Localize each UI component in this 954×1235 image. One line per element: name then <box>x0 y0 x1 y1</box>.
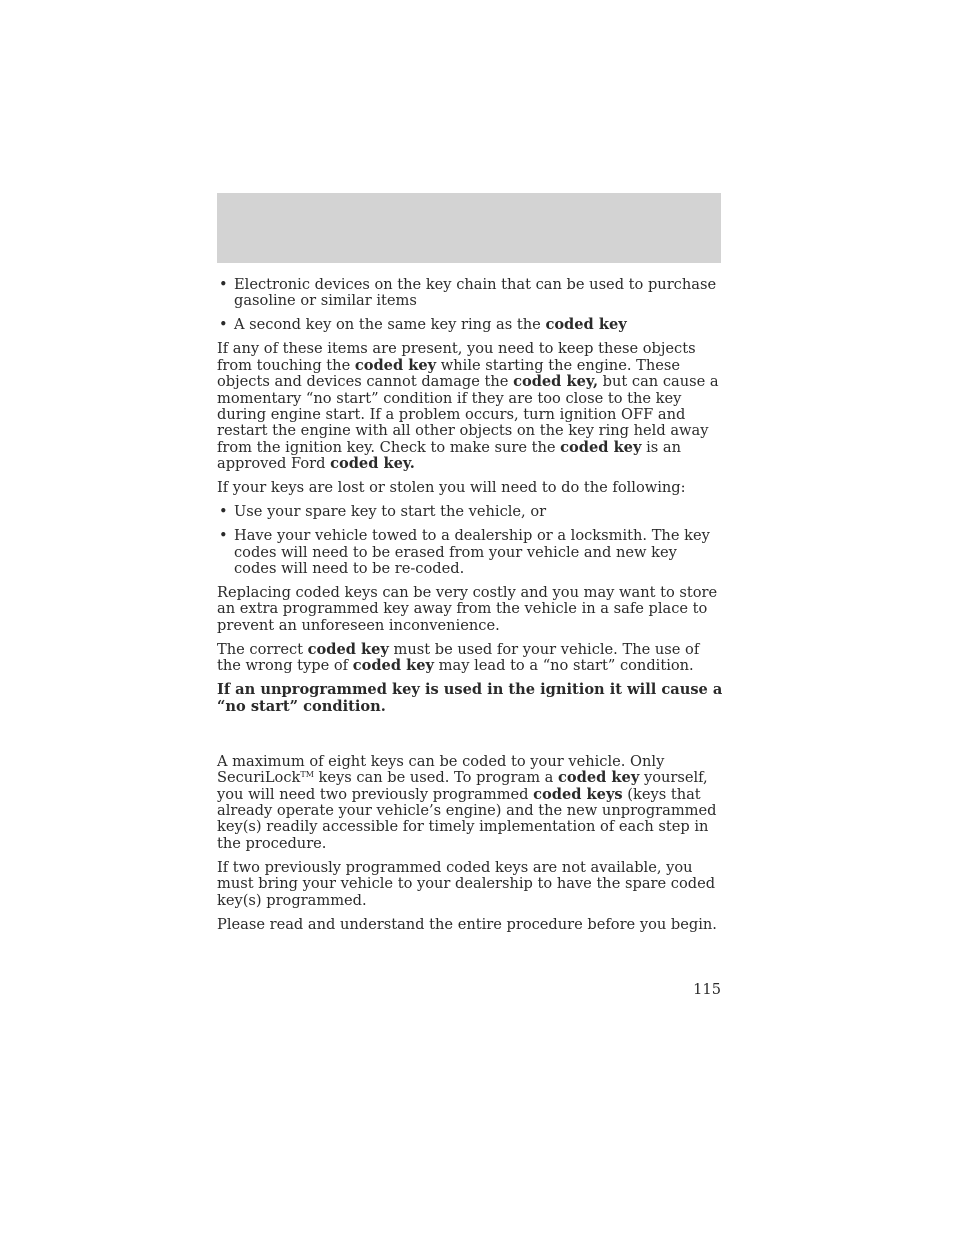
emphasis-coded-key: coded key <box>558 769 640 787</box>
emphasis-coded-key: coded key. <box>330 455 415 473</box>
list-item-text: Electronic devices on the key chain that can be used to purchase gasoline or similar items <box>234 276 717 310</box>
text-run: A maximum of eight keys can be coded to your vehicle. Only SecuriLock <box>217 752 665 787</box>
emphasis-coded-key: coded key, <box>513 373 599 391</box>
text-run: but can cause a momentary “no start” condition if they are too close to the key during engine start. If a problem occurs, turn ignition OFF and restart the engine with all other objects on the key ring held away from the ignition key. Check to make sure the <box>217 373 719 456</box>
paragraph-lost-keys: If your keys are lost or stolen you will need to do the following: <box>217 479 686 497</box>
text-run: (keys that already operate your vehicle’s engine) and the new unprogrammed key(s) readily accessible for timely implementation of each step in the procedure. <box>217 785 717 852</box>
text-run: keys can be used. To program a <box>313 769 559 787</box>
emphasis-coded-key: coded key <box>307 640 389 658</box>
bullet-glyph: • <box>219 316 228 334</box>
bullet-glyph: • <box>219 276 228 293</box>
warning-no-start: If an unprogrammed key is used in the ignition it will cause a “no start” condition. <box>217 681 723 715</box>
emphasis-coded-keys: coded keys <box>533 785 623 803</box>
section-header-band <box>217 193 721 263</box>
paragraph-replacing-keys: Replacing coded keys can be very costly and you may want to store an extra programmed key away from the vehicle in a safe place to prevent an unforeseen inconvenience. <box>217 584 718 634</box>
paragraph-dealership: If two previously programmed coded keys are not available, you must bring your vehicle to your dealership to have the spare coded key(s) programmed. <box>217 858 716 909</box>
text-run: If any of these items are present, you need to keep these objects from touching the <box>217 340 696 374</box>
list-item-text: Have your vehicle towed to a dealership or a locksmith. The key codes will need to be erased from your vehicle and new key codes will need to be re-coded. <box>234 527 710 578</box>
text-run: while starting the engine. These objects and devices cannot damage the <box>217 356 681 391</box>
list-item <box>217 504 723 520</box>
text-run: yourself, you will need two previously programmed <box>217 769 708 803</box>
section-gap <box>217 723 723 754</box>
paragraph-read-procedure: Please read and understand the entire procedure before you begin. <box>217 915 717 933</box>
bullet-glyph: • <box>219 503 228 521</box>
text-run: is an approved Ford <box>217 438 681 473</box>
page-number: 115 <box>693 981 721 998</box>
list-item <box>217 317 723 333</box>
paragraph-maximum-keys <box>217 754 723 852</box>
page-content <box>217 277 723 941</box>
text-run: The correct <box>217 640 308 658</box>
text-run: may lead to a “no start” condition. <box>434 657 694 675</box>
trademark-mark: TM <box>300 770 314 780</box>
emphasis-coded-key: coded key <box>560 438 642 456</box>
paragraph-correct-key <box>217 642 723 675</box>
emphasis-coded-key: coded key <box>545 316 627 334</box>
list-item <box>217 277 723 310</box>
emphasis-coded-key: coded key <box>352 657 435 675</box>
emphasis-coded-key: coded key <box>354 356 437 374</box>
list-item-text: Use your spare key to start the vehicle, or <box>234 503 547 521</box>
paragraph-keep-objects-away <box>217 341 723 472</box>
bullet-glyph: • <box>219 527 228 545</box>
text-run: must be used for your vehicle. The use of the wrong type of <box>217 640 700 675</box>
list-item-text: A second key on the same key ring as the <box>234 316 546 334</box>
list-item <box>217 528 723 577</box>
